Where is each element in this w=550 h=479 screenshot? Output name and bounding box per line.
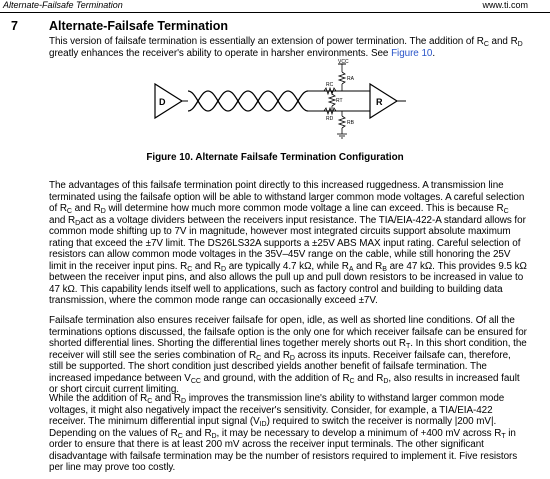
vcc-label: VCC xyxy=(338,59,349,65)
intro-paragraph: This version of failsafe termination is essentially an extension of power termination. The addition of $R_C$ and $R_D$ greatly enhances the receiver's ability to operate in harsher environments. See Figure 10. xyxy=(49,36,523,59)
svg-text:RC: RC xyxy=(326,82,334,88)
twisted-pair-cable xyxy=(188,91,308,111)
section-title: Alternate-Failsafe Termination xyxy=(49,19,228,33)
receiver-label: R xyxy=(376,97,383,107)
svg-text:RD: RD xyxy=(326,116,334,122)
page-header xyxy=(0,0,550,13)
svg-text:RB: RB xyxy=(347,120,354,126)
body-paragraph-2: Failsafe termination also ensures receiver failsafe for open, idle, as well as shorted line conditions. Of all the terminations options discussed, the failsafe option is the only one for which receiver failsafe can be ensured for shorted differential lines. Shorting the differential lines together merely shorts out $R_T$. In this short condition, the receiver will still see the series combination of $R_C$ and $R_D$ across its inputs. Receiver failsafe can, therefore, still be supported. The short condition just described yields another benefit of failsafe termination. The increased impedance between $V_{CC}$ and ground, with the addition of $R_C$ and $R_D$, also results in increased fault or short circuit current limiting. xyxy=(49,315,527,395)
body-paragraph-3: While the addition of $R_C$ and $R_D$ improves the transmission line's ability to withstand larger common mode voltages, it might also negatively impact the receiver's sensitivity. Consider, for example, a TIA/EIA-422 receiver. The minimum differential input signal $(V_{ID})$ required to switch the receiver is normally |200 mV|. Depending on the values of $R_C$ and $R_D$, it may be necessary to develop a minimum of +400 mV across $R_T$ in order to ensure that there is at least 200 mV across the receiver input terminals. The other significant disadvantage with failsafe termination may be the number of resistors required to implement it. Five resistors per line may prove too costly. xyxy=(49,393,518,473)
resistor-rb xyxy=(339,116,345,128)
figure-10-link[interactable]: Figure 10 xyxy=(391,47,433,59)
header-url[interactable]: www.ti.com xyxy=(482,0,528,10)
ground-symbol xyxy=(337,134,347,138)
figure-caption: Figure 10. Alternate Failsafe Termination Configuration xyxy=(146,152,404,163)
header-section-title: Alternate-Failsafe Termination xyxy=(3,0,123,10)
resistor-rt xyxy=(329,94,335,106)
svg-text:RA: RA xyxy=(347,76,354,82)
body-paragraph-1: The advantages of this failsafe termination point directly to this increased ruggedness. A transmission line terminated using the failsafe option will be able to withstand larger common mode voltages. A careful selection of $R_C$ and $R_D$ will determine how much more common mode voltage a line can exceed. This is because $R_C$ and $R_Dact$ as a voltage dividers between the receivers input resistance. The TIA/EIA-422-A standard allows for common mode shifting up to 7V in magnitude, however most integrated circuits support absolute maximum rating that exceed the ±7V limit. The DS26LS32A supports a ±25V ABS MAX input rating. Careful selection of resistors can allow common mode voltages in the 35V–45V range on the cable, while still honoring the 25V limit in the receiver input pins. $R_C$ and $R_D$ are typically 4.7 kΩ, while $R_A$ and $R_B$ are 47 kΩ. This provides 9.5 kΩ between the receiver input pins, and also allows the pull up and pull down resistors to be increased in value to 47 kΩ. This capability lends itself well to applications, such as factory control and building to building data transmission, where the common mode range can occasionally exceed ±7V. xyxy=(49,180,527,306)
termination-diagram xyxy=(150,58,410,146)
driver-label: D xyxy=(159,97,166,107)
resistor-ra xyxy=(339,72,345,84)
section-number: 7 xyxy=(11,19,18,33)
receiver-symbol xyxy=(370,84,397,118)
svg-text:RT: RT xyxy=(336,98,343,104)
